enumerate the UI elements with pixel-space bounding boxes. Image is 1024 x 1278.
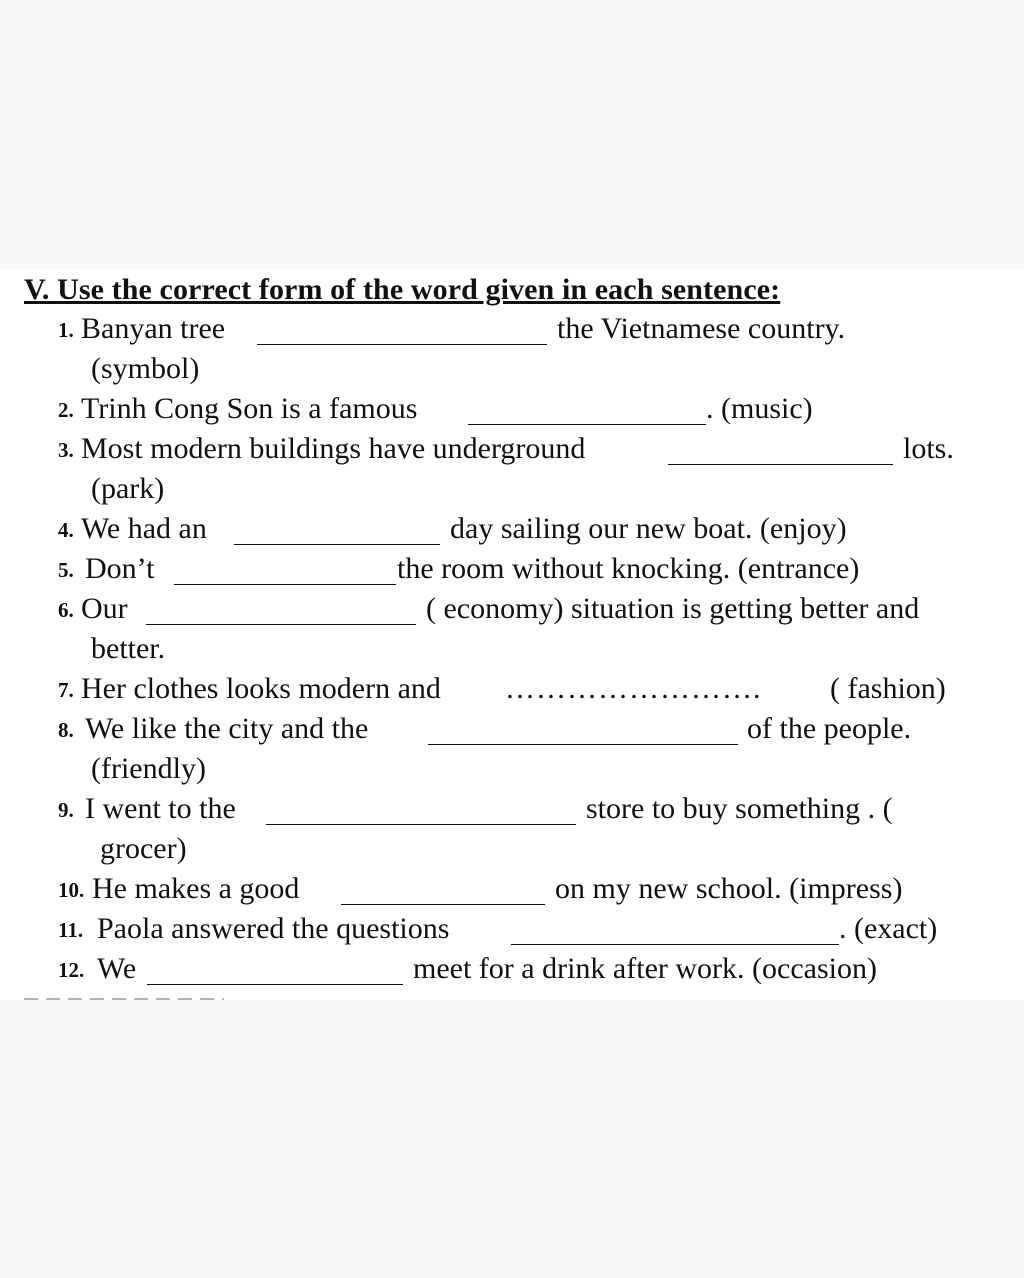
word-hint: better. xyxy=(91,632,166,665)
question-text: . (exact) xyxy=(839,912,938,945)
answer-blank[interactable] xyxy=(174,584,396,585)
question-text: on my new school. (impress) xyxy=(555,872,903,905)
question-number: 4. xyxy=(58,518,74,542)
answer-blank[interactable] xyxy=(428,744,738,745)
question-text: We had an xyxy=(81,512,207,545)
question-text: Her clothes looks modern and xyxy=(81,672,441,705)
answer-blank[interactable] xyxy=(146,624,416,625)
word-hint: (park) xyxy=(91,472,165,505)
question-text: We like the city and the xyxy=(85,712,369,745)
question-number: 6. xyxy=(58,598,74,622)
question-text: the Vietnamese country. xyxy=(557,312,846,345)
answer-blank[interactable] xyxy=(341,904,545,905)
answer-blank[interactable] xyxy=(234,544,440,545)
question-number: 7. xyxy=(58,678,74,702)
question-number: 12. xyxy=(58,958,85,982)
question-number: 2. xyxy=(58,398,74,422)
dotted-answer-blank[interactable]: ……………………. xyxy=(505,672,762,705)
question-number: 5. xyxy=(58,558,74,582)
question-text: ( fashion) xyxy=(830,672,946,705)
question-text: the room without knocking. (entrance) xyxy=(397,552,860,585)
answer-blank[interactable] xyxy=(511,944,839,945)
answer-blank[interactable] xyxy=(257,344,547,345)
question-number: 3. xyxy=(58,438,74,462)
question-text: day sailing our new boat. (enjoy) xyxy=(450,512,847,545)
question-text: ( economy) situation is getting better and xyxy=(426,592,920,625)
cropped-next-line xyxy=(24,998,224,1000)
question-text: store to buy something . ( xyxy=(586,792,893,825)
question-number: 11. xyxy=(58,918,84,942)
question-text: lots. xyxy=(903,432,954,465)
answer-blank[interactable] xyxy=(468,424,706,425)
question-text: of the people. xyxy=(747,712,912,745)
word-hint: (friendly) xyxy=(91,752,206,785)
question-number: 8. xyxy=(58,718,74,742)
question-number: 10. xyxy=(58,878,85,902)
exercise-heading: V. Use the correct form of the word given in each sentence: xyxy=(24,273,781,306)
answer-blank[interactable] xyxy=(266,824,576,825)
answer-blank[interactable] xyxy=(668,464,893,465)
question-text: . (music) xyxy=(706,392,813,425)
word-hint: (symbol) xyxy=(91,352,200,385)
answer-blank[interactable] xyxy=(147,984,403,985)
question-text: Don’t xyxy=(85,552,155,585)
question-text: Trinh Cong Son is a famous xyxy=(81,392,418,425)
question-text: He makes a good xyxy=(92,872,300,905)
question-text: Banyan tree xyxy=(81,312,226,345)
word-hint: grocer) xyxy=(100,832,187,865)
question-number: 1. xyxy=(58,318,74,342)
question-text: I went to the xyxy=(85,792,236,825)
question-text: Most modern buildings have underground xyxy=(81,432,586,465)
question-number: 9. xyxy=(58,798,74,822)
question-text: meet for a drink after work. (occasion) xyxy=(413,952,877,985)
question-text: Our xyxy=(81,592,128,625)
question-text: We xyxy=(97,952,137,985)
question-text: Paola answered the questions xyxy=(97,912,450,945)
worksheet-page xyxy=(0,270,1024,1000)
